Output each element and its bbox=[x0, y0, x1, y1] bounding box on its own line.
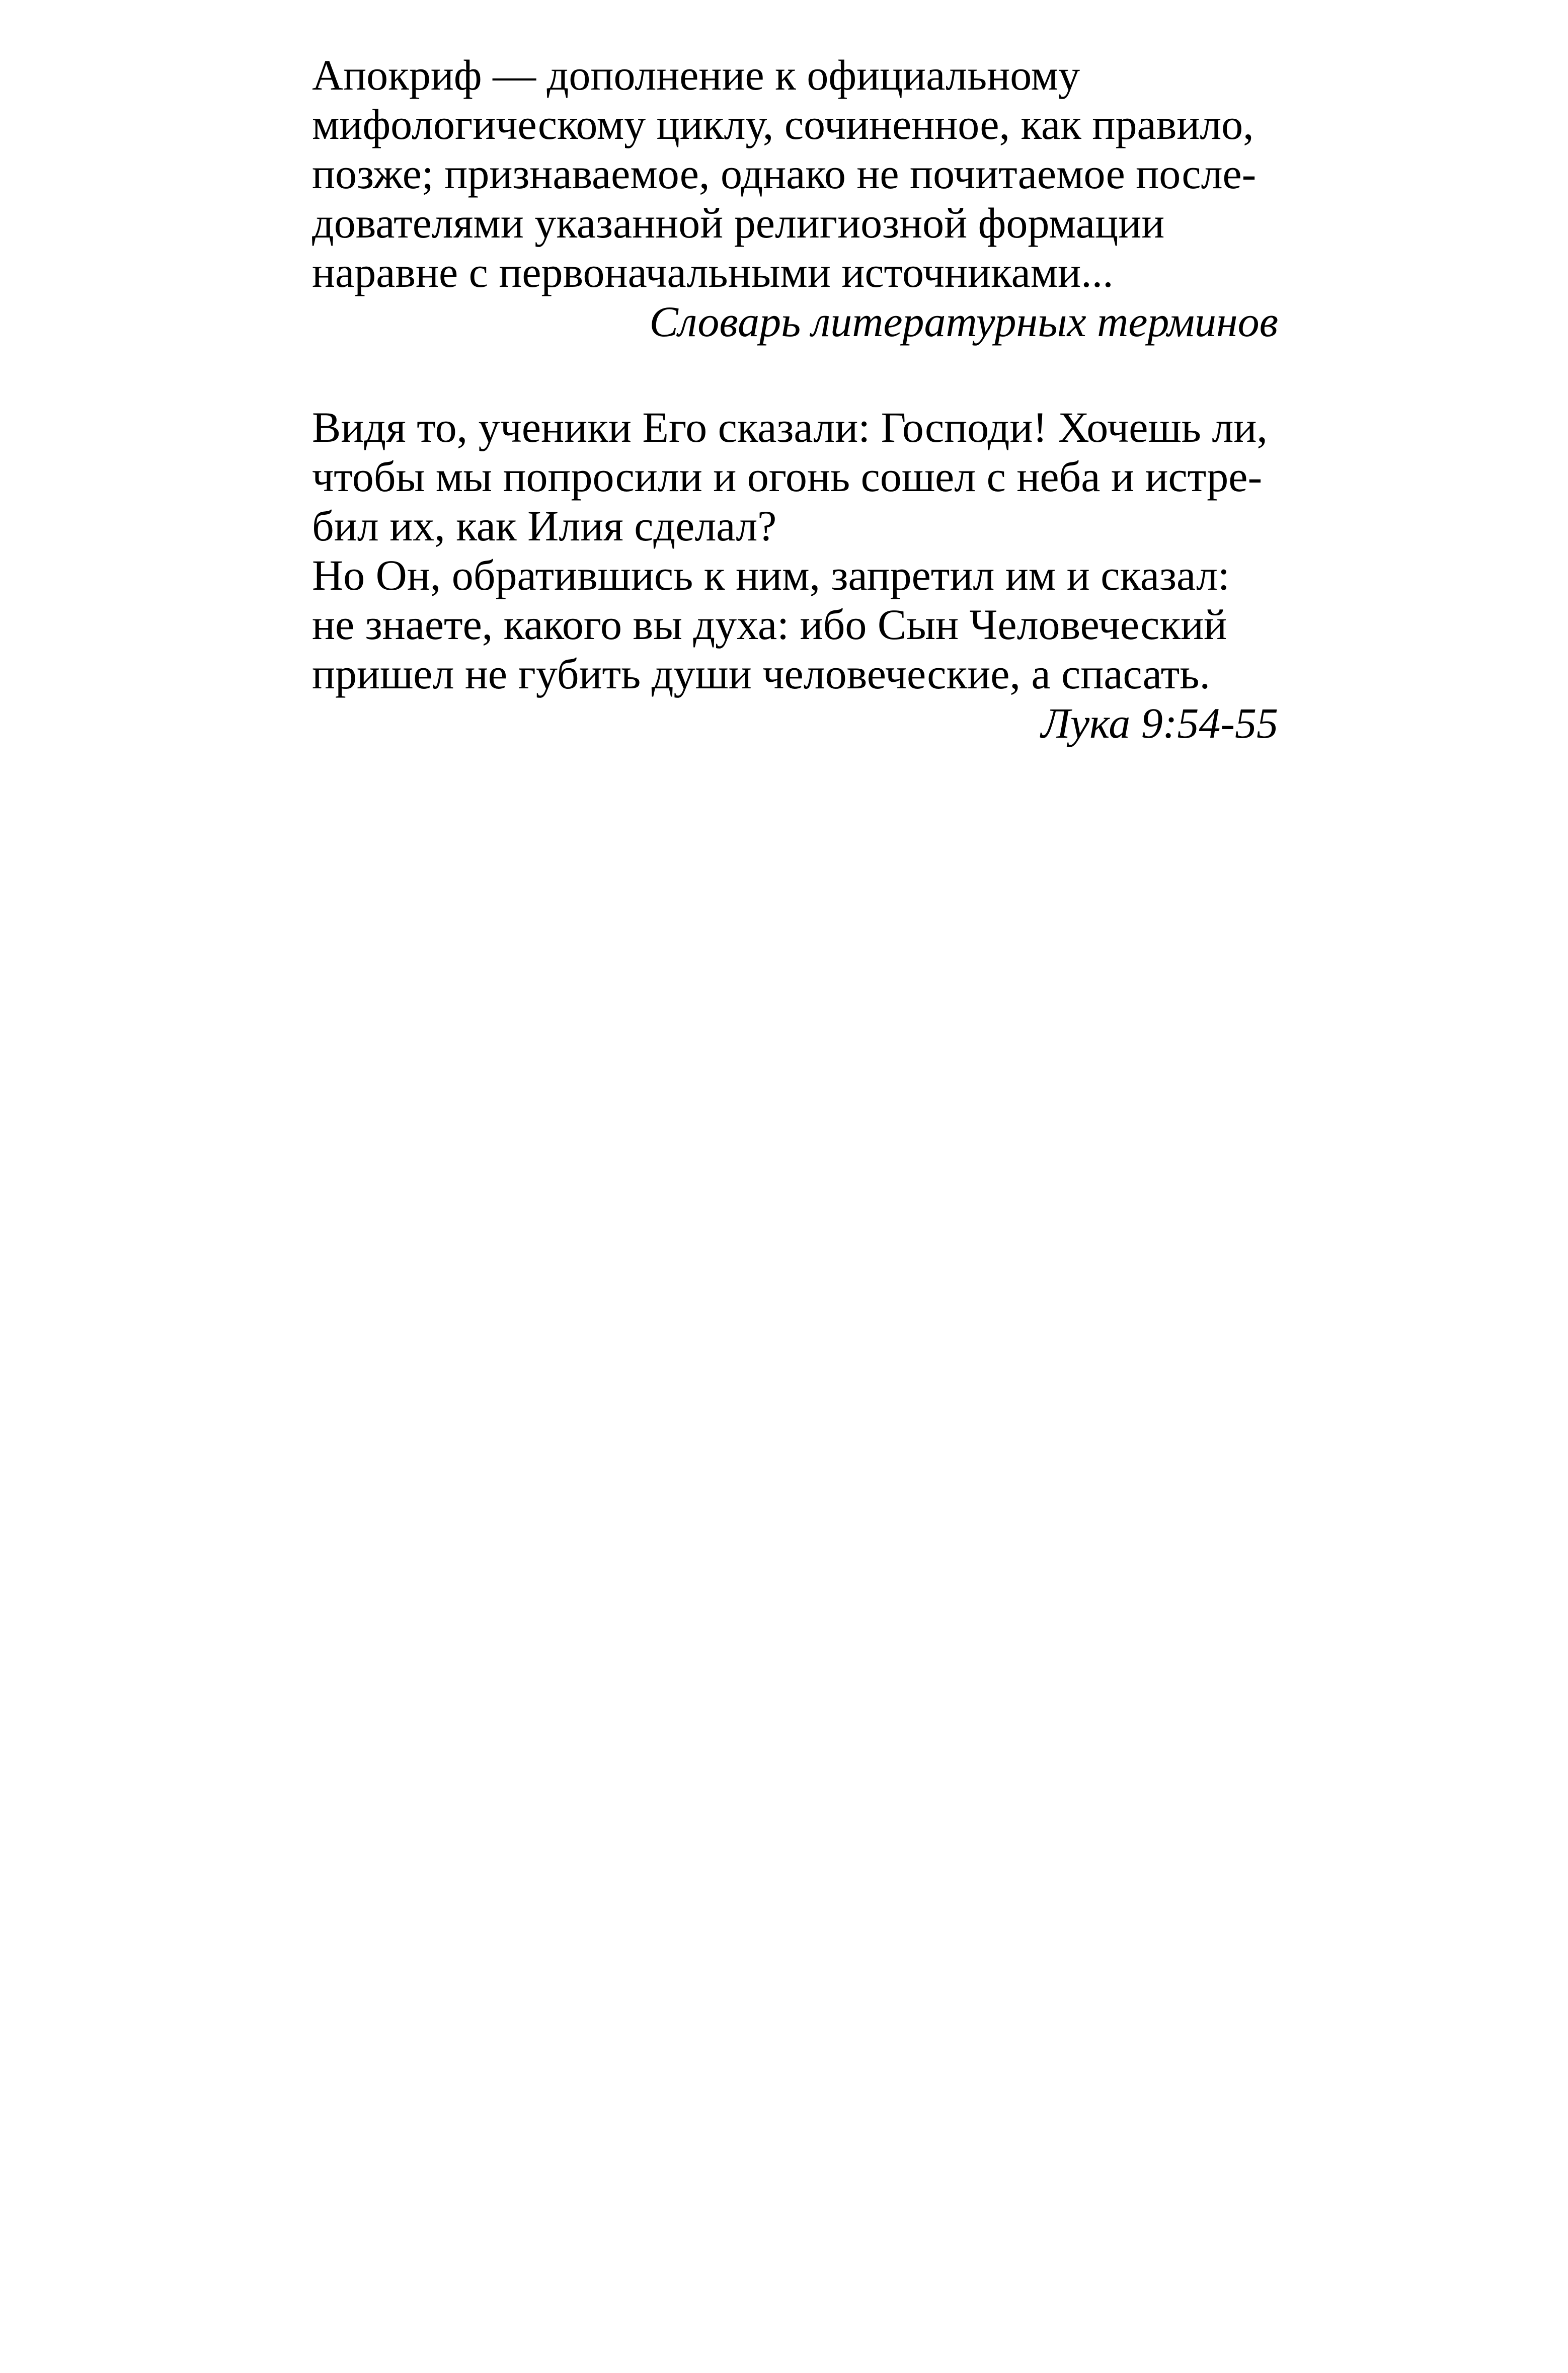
epigraph-line: наравне с первоначальными источниками... bbox=[312, 248, 1114, 296]
epigraph-line: пришел не губить души человеческие, а спасать. bbox=[312, 650, 1210, 698]
epigraph-source: Лука 9:54-55 bbox=[1041, 699, 1278, 747]
epigraph-line: чтобы мы попросили и огонь сошел с неба и истре- bbox=[312, 452, 1263, 501]
epigraph-line: Апокриф — дополнение к официальному bbox=[312, 51, 1080, 99]
epigraph-line: Видя то, ученики Его сказали: Господи! Хочешь ли, bbox=[312, 403, 1268, 451]
epigraph-line: позже; признаваемое, однако не почитаемое после- bbox=[312, 149, 1257, 198]
epigraph-line: мифологическому циклу, сочиненное, как правило, bbox=[312, 100, 1254, 148]
epigraph-apocrypha bbox=[312, 50, 1278, 346]
epigraph-luke bbox=[312, 403, 1278, 748]
epigraph-line: Но Он, обратившись к ним, запретил им и сказал: bbox=[312, 551, 1230, 599]
epigraph-line: дователями указанной религиозной формации bbox=[312, 199, 1165, 247]
epigraph-line: бил их, как Илия сделал? bbox=[312, 502, 777, 550]
epigraph-source: Словарь литературных терминов bbox=[649, 297, 1278, 346]
epigraph-line: не знаете, какого вы духа: ибо Сын Человеческий bbox=[312, 600, 1227, 649]
